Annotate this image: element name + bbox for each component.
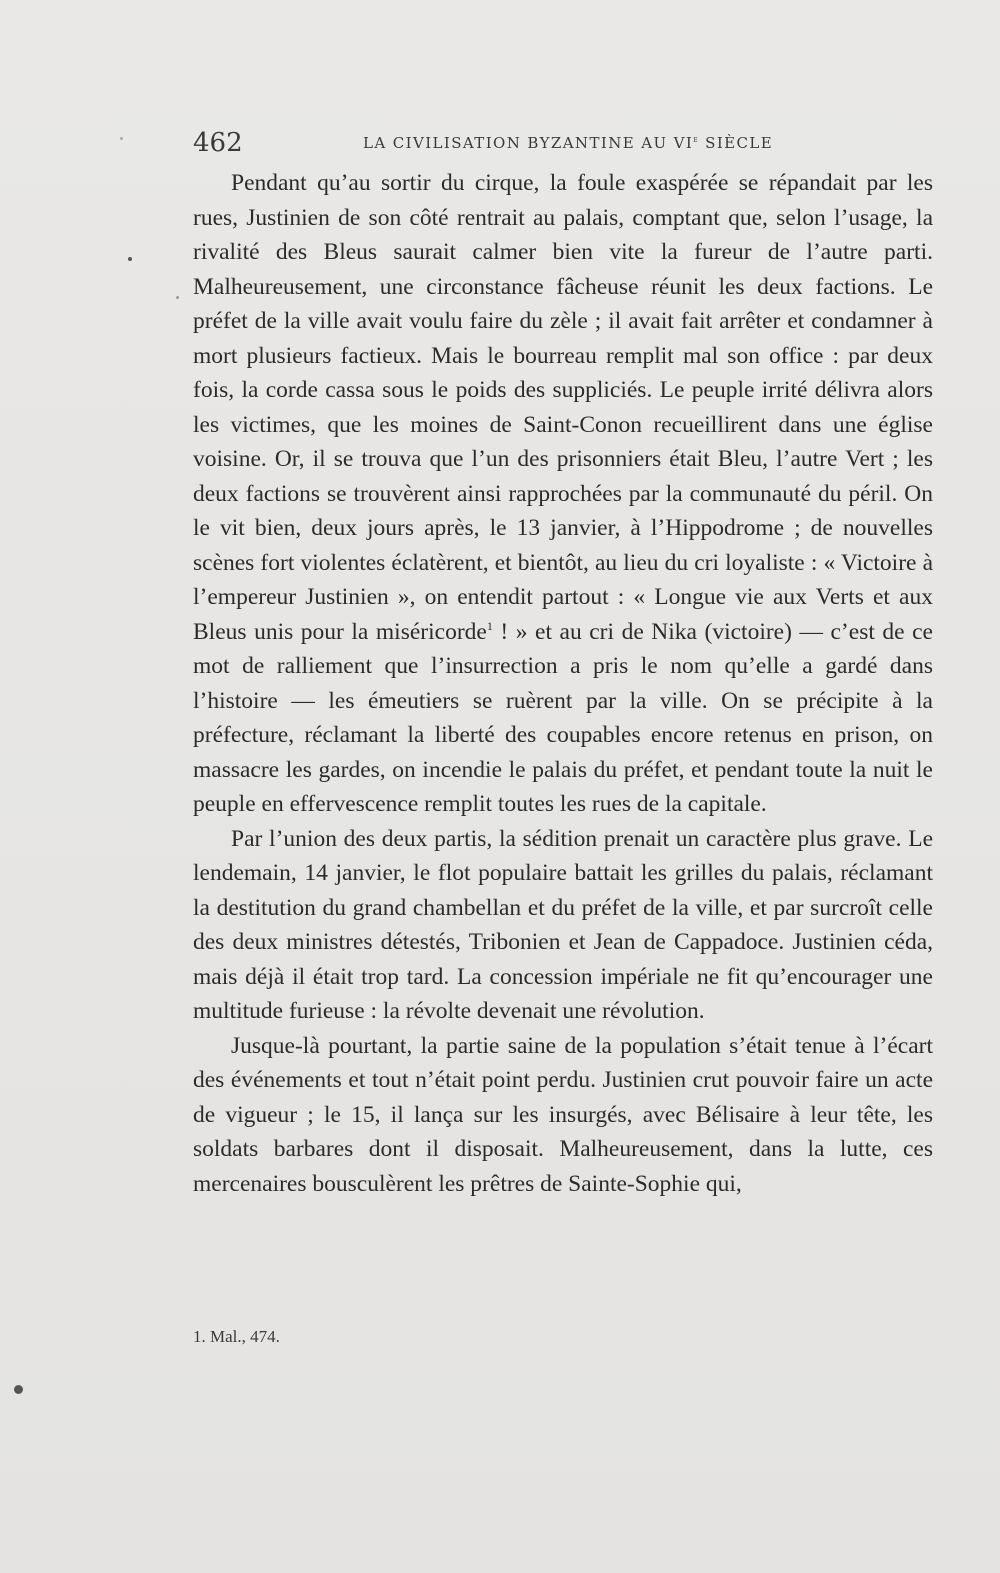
paragraph-2: Par l’union des deux partis, la sédition prenait un caractère plus grave. Le lendemain, 14 janvier, le flot populaire battait les grilles du palais, réclamant la destitution du grand chambellan et du préfet de la ville, et par surcroît celle des deux ministres détestés, Tribonien et Jean de Cappadoce. Justinien céda, mais déjà il était trop tard. La concession impériale ne fit qu’encourager une multitude furieuse : la révolte devenait une révolution. bbox=[193, 825, 933, 1024]
footnote-reference: 1 bbox=[486, 618, 493, 633]
scan-speck bbox=[14, 1385, 23, 1394]
body-text bbox=[193, 166, 933, 1201]
scan-speck bbox=[120, 137, 123, 140]
footnote: 1. Mal., 474. bbox=[193, 1327, 280, 1346]
paragraph-1 bbox=[193, 166, 933, 822]
paragraph-1-text-a: Pendant qu’au sortir du cirque, la foule exaspérée se répandait par les rues, Justinien de son côté rentrait au palais, comptant que, selon l’usage, la rivalité des Bleus saurait calmer bien vite la fureur de l’autre parti. Malheureusement, une circonstance fâcheuse réunit les deux factions. Le préfet de la ville avait voulu faire du zèle ; il avait fait arrêter et condamner à mort plusieurs factieux. Mais le bourreau remplit mal son office : par deux fois, la corde cassa sous le poids des suppliciés. Le peuple irrité délivra alors les victimes, que les moines de Saint-Conon recueillirent dans une église voisine. Or, il se trouva que l’un des prisonniers était Bleu, l’autre Vert ; les deux factions se trouvèrent ainsi rapprochées par la communauté du péril. On le vit bien, deux jours après, le 13 janvier, à l’Hippodrome ; de nouvelles scènes fort violentes éclatèrent, et bientôt, au lieu du cri loyaliste : « Victoire à l’empereur Justinien », on entendit partout : « Longue vie aux Verts et aux Bleus unis pour la miséricorde bbox=[193, 170, 933, 645]
scan-speck bbox=[128, 257, 132, 261]
paragraph-1-text-b: ! » et au cri de Nika (victoire) — c’est de ce mot de ralliement que l’insurrection a pris le nom qu’elle a gardé dans l’histoire — les émeutiers se ruèrent par la ville. On se précipite à la préfecture, réclamant la liberté des coupables encore retenus en prison, on massacre les gardes, on incendie le palais du préfet, et pendant toute la nuit le peuple en effervescence remplit toutes les rues de la capitale. bbox=[193, 618, 933, 817]
running-title-superscript: e bbox=[693, 135, 700, 145]
scan-speck bbox=[176, 296, 179, 299]
running-title-main: LA CIVILISATION BYZANTINE AU VI bbox=[363, 134, 694, 152]
running-title bbox=[363, 134, 773, 152]
running-head bbox=[193, 128, 933, 158]
paragraph-3: Jusque-là pourtant, la partie saine de la population s’était tenue à l’écart des événements et tout n’était point perdu. Justinien crut pouvoir faire un acte de vigueur ; le 15, il lança sur les insurgés, avec Bélisaire à leur tête, les soldats barbares dont il disposait. Malheureusement, dans la lutte, ces mercenaires bousculèrent les prêtres de Sainte-Sophie qui, bbox=[193, 1032, 933, 1197]
running-title-end: SIÈCLE bbox=[699, 134, 774, 152]
page-number: 462 bbox=[193, 128, 243, 158]
